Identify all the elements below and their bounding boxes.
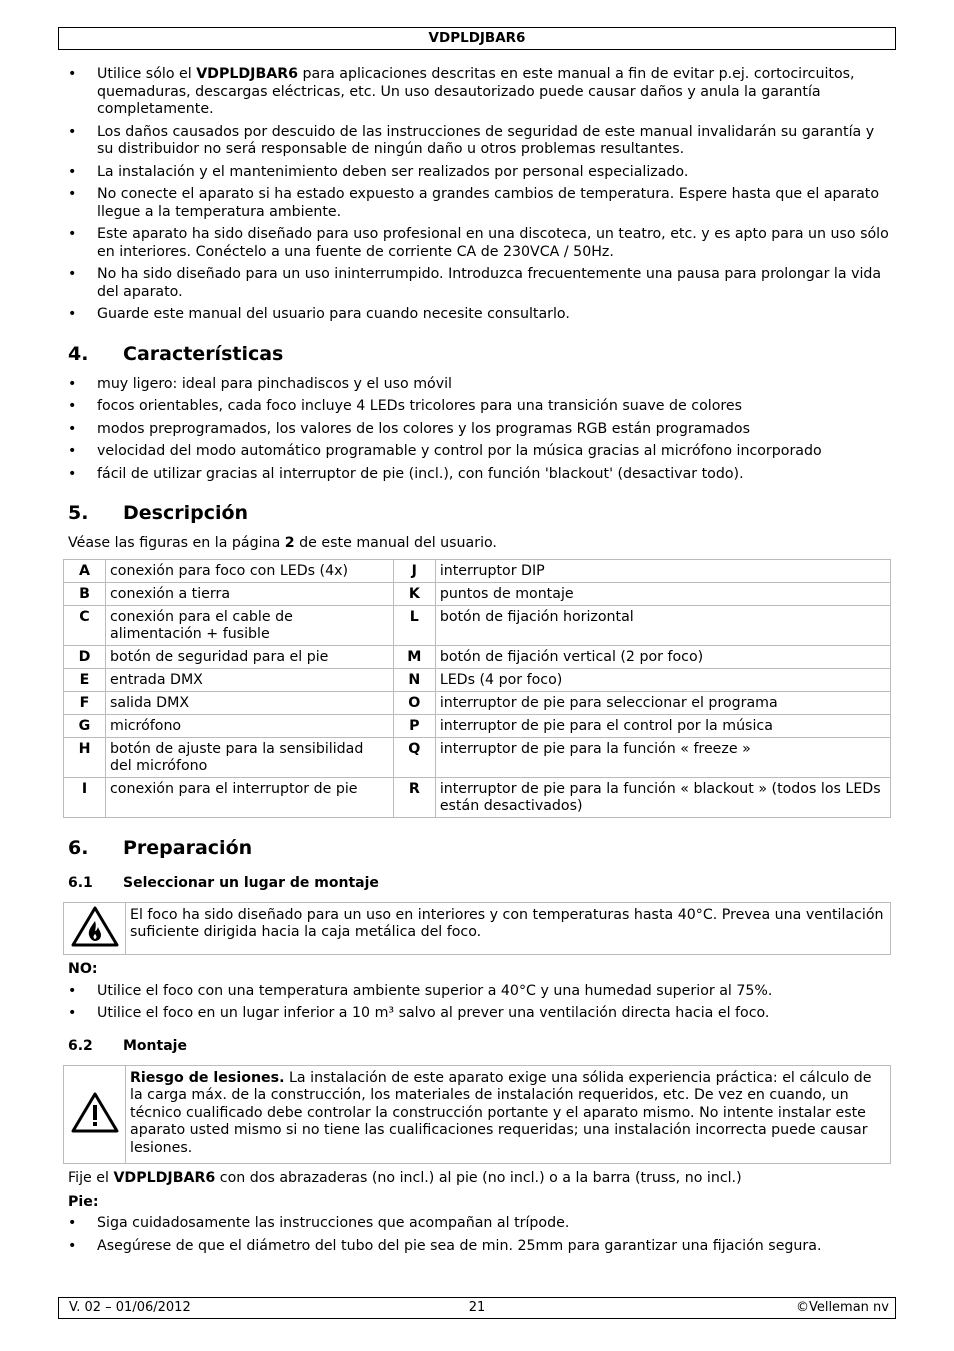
no-list <box>68 983 892 1023</box>
table-row <box>64 582 891 605</box>
description-intro: Véase las figuras en la página 2 de este manual del usuario. <box>68 535 497 551</box>
injury-warning-text: Riesgo de lesiones. La instalación de este aparato exige una sólida experiencia práctica: el cálculo de la carga máx. de la construcción, los materiales de instalación requeridos, etc. De vez en cuando, un técnico cualificado debe controlar la construcción portante y el aparato mismo. No intente instalar este aparato usted mismo si no tiene las cualificaciones requeridas; una instalación incorrecta puede causar lesiones. <box>126 1065 891 1164</box>
table-row <box>64 605 891 645</box>
part-description: botón de fijación vertical (2 por foco) <box>435 645 890 668</box>
part-letter: P <box>393 714 435 737</box>
part-letter: F <box>64 691 106 714</box>
part-description: conexión para el interruptor de pie <box>106 777 394 817</box>
part-description: conexión a tierra <box>106 582 394 605</box>
part-letter: J <box>393 559 435 582</box>
part-letter: A <box>64 559 106 582</box>
part-description: botón de fijación horizontal <box>435 605 890 645</box>
section-heading-caracteristicas: 4. Características <box>68 342 284 365</box>
flammable-warning-icon <box>64 902 126 955</box>
part-description: puntos de montaje <box>435 582 890 605</box>
list-item: • Utilice sólo el VDPLDJBAR6 para aplicaciones descritas en este manual a fin de evitar p.ej. cortocircuitos, quemaduras, descargas eléctricas, etc. Un uso desautorizado puede causar daños y anula la garantía completamente. <box>68 66 892 119</box>
header-title: VDPLDJBAR6 <box>428 30 526 46</box>
part-description: conexión para foco con LEDs (4x) <box>106 559 394 582</box>
pie-list <box>68 1215 892 1255</box>
table-row <box>64 737 891 777</box>
list-item: • Utilice el foco en un lugar inferior a 10 m³ salvo al prever una ventilación directa hacia el foco. <box>68 1005 892 1023</box>
part-description: interruptor DIP <box>435 559 890 582</box>
list-item: • focos orientables, cada foco incluye 4 LEDs tricolores para una transición suave de colores <box>68 398 892 416</box>
heat-warning-text: El foco ha sido diseñado para un uso en interiores y con temperaturas hasta 40°C. Prevea una ventilación suficiente dirigida hacia la caja metálica del foco. <box>126 902 891 955</box>
list-item: • La instalación y el mantenimiento deben ser realizados por personal especializado. <box>68 164 892 182</box>
part-letter: K <box>393 582 435 605</box>
list-item: • Asegúrese de que el diámetro del tubo del pie sea de min. 25mm para garantizar una fijación segura. <box>68 1238 892 1256</box>
part-letter: R <box>393 777 435 817</box>
list-item: • Los daños causados por descuido de las instrucciones de seguridad de este manual invalidarán su garantía y su distribuidor no será responsable de ningún daño u otros problemas resultantes. <box>68 124 892 159</box>
table-row <box>64 714 891 737</box>
part-description: salida DMX <box>106 691 394 714</box>
part-description: interruptor de pie para la función « blackout » (todos los LEDs están desactivados) <box>435 777 890 817</box>
table-row <box>64 645 891 668</box>
version-label: V. 02 – 01/06/2012 <box>69 1300 191 1315</box>
list-item: • Guarde este manual del usuario para cuando necesite consultarlo. <box>68 306 892 324</box>
part-letter: I <box>64 777 106 817</box>
list-item: • Utilice el foco con una temperatura ambiente superior a 40°C y una humedad superior al 75%. <box>68 983 892 1001</box>
subsection-heading-montaje: 6.2 Montaje <box>68 1037 187 1054</box>
part-description: botón de seguridad para el pie <box>106 645 394 668</box>
part-letter: L <box>393 605 435 645</box>
part-letter: B <box>64 582 106 605</box>
table-row <box>64 668 891 691</box>
part-letter: H <box>64 737 106 777</box>
part-description: interruptor de pie para seleccionar el programa <box>435 691 890 714</box>
mounting-instruction: Fije el VDPLDJBAR6 con dos abrazaderas (no incl.) al pie (no incl.) o a la barra (truss, no incl.) <box>68 1170 742 1186</box>
part-letter: N <box>393 668 435 691</box>
part-letter: O <box>393 691 435 714</box>
list-item: • Este aparato ha sido diseñado para uso profesional en una discoteca, un teatro, etc. y es apto para un uso sólo en interiores. Conéctelo a una fuente de corriente CA de 230VCA / 50Hz. <box>68 226 892 261</box>
page-content <box>68 66 892 1260</box>
part-description: botón de ajuste para la sensibilidad del micrófono <box>106 737 394 777</box>
list-item: • No conecte el aparato si ha estado expuesto a grandes cambios de temperatura. Espere hasta que el aparato llegue a la temperatura ambiente. <box>68 186 892 221</box>
exclamation-warning-icon <box>64 1065 126 1164</box>
list-item: • velocidad del modo automático programable y control por la música gracias al micrófono incorporado <box>68 443 892 461</box>
list-item: • Siga cuidadosamente las instrucciones que acompañan al trípode. <box>68 1215 892 1233</box>
part-letter: M <box>393 645 435 668</box>
part-letter: Q <box>393 737 435 777</box>
table-row <box>64 777 891 817</box>
copyright-label: ©Velleman nv <box>795 1300 889 1315</box>
table-row <box>64 691 891 714</box>
section-heading-preparacion: 6. Preparación <box>68 836 253 859</box>
list-item: • muy ligero: ideal para pinchadiscos y el uso móvil <box>68 376 892 394</box>
part-letter: D <box>64 645 106 668</box>
part-description: interruptor de pie para el control por la música <box>435 714 890 737</box>
list-item: • modos preprogramados, los valores de los colores y los programas RGB están programados <box>68 421 892 439</box>
part-letter: E <box>64 668 106 691</box>
part-description: interruptor de pie para la función « freeze » <box>435 737 890 777</box>
part-description: conexión para el cable de alimentación + fusible <box>106 605 394 645</box>
part-letter: G <box>64 714 106 737</box>
list-item: • fácil de utilizar gracias al interruptor de pie (incl.), con función 'blackout' (desactivar todo). <box>68 466 892 484</box>
features-list <box>68 376 892 484</box>
injury-warning-box <box>63 1065 891 1165</box>
page-footer <box>58 1297 896 1319</box>
subsection-heading-mounting-location: 6.1 Seleccionar un lugar de montaje <box>68 874 379 891</box>
table-row <box>64 559 891 582</box>
pie-label: Pie: <box>68 1193 99 1210</box>
section-heading-descripcion: 5. Descripción <box>68 502 249 524</box>
heat-warning-box <box>63 902 891 956</box>
description-table <box>63 559 891 818</box>
part-description: LEDs (4 por foco) <box>435 668 890 691</box>
no-label: NO: <box>68 961 98 977</box>
page-number: 21 <box>468 1300 486 1315</box>
part-letter: C <box>64 605 106 645</box>
list-item: • No ha sido diseñado para un uso ininterrumpido. Introduzca frecuentemente una pausa para prolongar la vida del aparato. <box>68 266 892 301</box>
safety-list <box>68 66 892 324</box>
part-description: micrófono <box>106 714 394 737</box>
part-description: entrada DMX <box>106 668 394 691</box>
page-header <box>58 27 896 50</box>
